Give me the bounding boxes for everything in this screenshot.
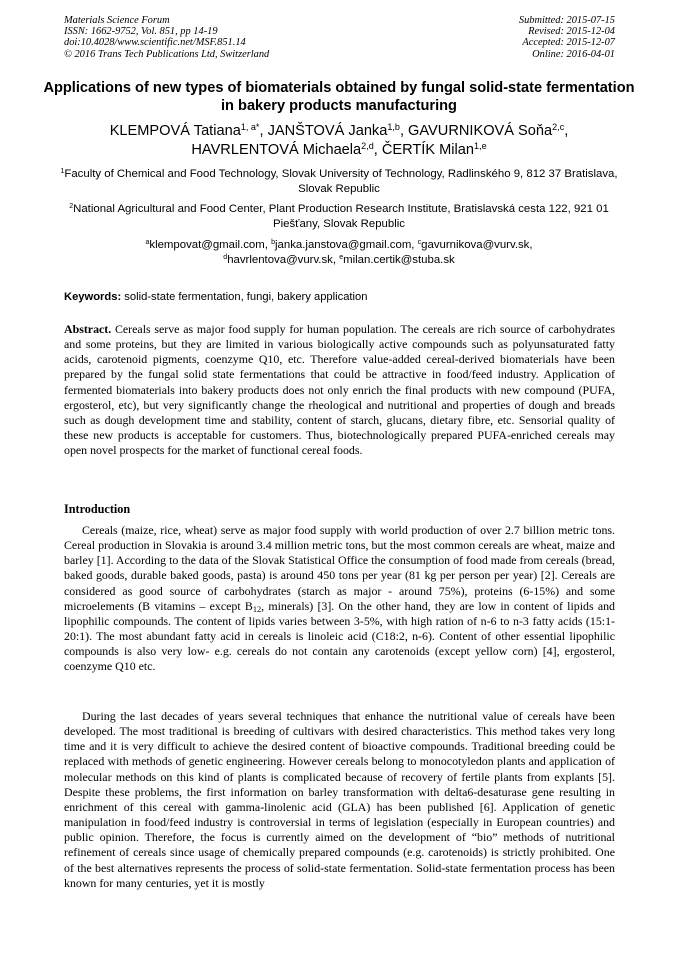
online-date: Online: 2016-04-01 — [532, 48, 615, 60]
doi-line: doi:10.4028/www.scientific.net/MSF.851.14 — [64, 37, 246, 49]
journal-header-right — [519, 15, 615, 60]
email[interactable]: $^b$janka.janstova@gmail.com, — [271, 239, 418, 251]
revised-date: Revised: 2015-12-04 — [528, 26, 615, 38]
submitted-date: Submitted: 2015-07-15 — [518, 15, 615, 26]
author: ČERTÍK Milan$^{1,e}$ — [381, 141, 487, 158]
introduction-paragraph-1: Cereals (maize, rice, wheat) serve as major food supply with world production of over 2.7 billion metric tons. Cereal production in Slovakia is around 3.4 million metric tons, but the most common cereals are wheat, maize and barley [1]. According to the data of the Slovak Statistical Office the consumption of food made from cereals (bread, baked goods, durable baked goods, pasta) is around 450 tons per year (81 kg per person per year) [2]. Cereals are considered as good source of carbohydrates (starch as major - around 75%), proteins (6-15%) and some microelements (B vitamins – except $B_{12}$, minerals) [3]. On the other hand, they are low in content of lipids and lipophilic compounds. The content of lipids varies between 3-5%, with high ration of n-6 to n-3 fatty acids (15:1-20:1). The most abundant fatty acid in cereals is linoleic acid (C18:2, n-6). Content of other essential lipophilic compounds is also very low- e.g. cereals do not contain any carotenoids (except yellow corn) [4], ergosterol, coenzyme Q10 etc. — [64, 523, 615, 674]
abstract — [64, 322, 615, 458]
email[interactable]: $^c$gavurnikova@vurv.sk, — [417, 239, 533, 251]
author: GAVURNIKOVÁ Soňa$^{2,c}$, — [408, 122, 569, 139]
affiliation-2: $^2$National Agricultural and Food Center, Plant Production Research Institute, Bratislavská cesta 122, 921 01 Piešťany, Slovak Republic — [69, 203, 609, 231]
paper-title: Applications of new types of biomaterials obtained by fungal solid-state fermentation in bakery products manufacturing — [43, 80, 635, 114]
abstract-text: Cereals serve as major food supply for human population. The cereals are rich source of carbohydrates and some proteins, but they are limited in various biologically active compounds such as polyunsaturated fatty acids, carotenoid pigments, coenzyme Q10, etc. Therefore value-added cereal-derived biomaterials have been prepared by the fungal solid state fermentations that could be attractive in food/feed industry. Application of fermented biomaterials into bakery products does not only enrich the final products with new compound (PUFA, ergosterol, etc), but very significantly change the rheological and nutritional and properties of dough and breads such as dough development time and stability, content of starch, glucans, dietary fibre, etc. Sensorial quality of these new products is acceptable for customers. Thus, biotechnologically prepared PUFA-enriched cereals may open novel prospects for the market of functional cereal foods. — [64, 322, 615, 458]
keywords — [64, 290, 616, 304]
author-list — [40, 122, 638, 160]
author: HAVRLENTOVÁ Michaela$^{2,d}$, — [191, 141, 382, 158]
keywords-text: solid-state fermentation, fungi, bakery application — [121, 291, 368, 303]
introduction-paragraph-2: During the last decades of years several techniques that enhance the nutritional value of cereals have been developed. The most traditional is breeding of cultivars with desired characteristics. This method takes very long time and it is very difficult to achieve the desired content of bioactive compounds. Traditional breeding could be replaced with methods of genetic engineering. However cereals belong to monocotyledon plants and application of molecular methods on this kind of plants is complicated because of recovery of fertile plants from explants [5]. Despite these problems, the first information on barley transformation with delta6-desaturase gene resulting in enrichment of this cereal with gamma-linolenic acid (GLA) has been published [6]. Application of genetic manipulation in food/feed industry is controversial in terms of legislation (especially in European countries) and public opinion. Therefore, the focus is currently aimed on the development of “bio” methods of nutritional refinement of cereals since usage of chemically prepared compounds (e.g. carotenoids) is strictly prohibited. One of the best alternatives represents the process of solid-state fermentation. Solid-state fermentation process has been known for many centuries, yet it is mostly — [64, 709, 615, 890]
section-heading-introduction: Introduction — [64, 502, 131, 516]
email[interactable]: $^a$klempovat@gmail.com, — [145, 239, 272, 251]
journal-name: Materials Science Forum — [64, 15, 170, 26]
email[interactable]: $^d$havrlentova@vurv.sk, — [223, 253, 340, 266]
email[interactable]: $^e$milan.certik@stuba.sk — [339, 253, 455, 266]
affiliation-1: $^1$Faculty of Chemical and Food Technology, Slovak University of Technology, Radlinského 9, 812 37 Bratislava, Slovak Republic — [60, 168, 618, 196]
abstract-label: Abstract. — [64, 322, 112, 336]
author-emails — [58, 238, 620, 267]
accepted-date: Accepted: 2015-12-07 — [522, 37, 615, 49]
journal-header-left — [64, 15, 269, 60]
keywords-label: Keywords: — [64, 291, 122, 303]
copyright-line: © 2016 Trans Tech Publications Ltd, Switzerland — [64, 48, 270, 60]
issn-line: ISSN: 1662-9752, Vol. 851, pp 14-19 — [64, 26, 218, 38]
author: JANŠTOVÁ Janka$^{1,b}$, — [267, 122, 409, 139]
author: KLEMPOVÁ Tatiana$^{1, a*}$, — [109, 122, 268, 139]
